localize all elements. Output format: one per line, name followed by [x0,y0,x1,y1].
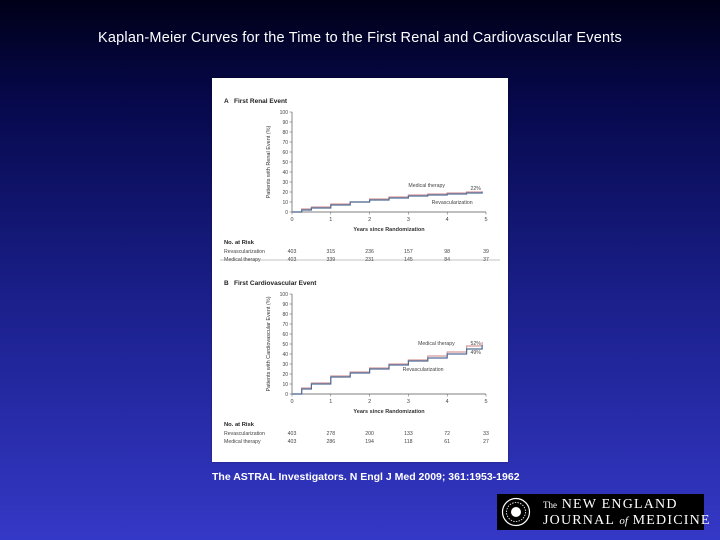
panel-a-ytick-label: 100 [279,109,288,116]
panel-b-risk-row-label: Medical therapy [224,439,261,445]
panel-b-ytick-label: 80 [282,311,288,318]
panel-a-risk-cell: 403 [287,257,297,263]
logo-prefix: The [543,500,557,510]
km-figure-svg [212,78,508,462]
panel-a-ytick-label: 20 [282,189,288,196]
panel-a-risk-cell: 315 [326,249,336,255]
panel-a-risk-cell: 84 [444,257,451,263]
logo-line-2 [543,513,711,529]
panel-a-risk-cell: 236 [365,249,374,255]
panel-b-xtick-label: 1 [329,399,333,405]
logo-medicine: MEDICINE [632,513,711,528]
panel-b-annotation-end-pct-medical: 52% [470,341,481,347]
panel-b-label: B [224,280,229,287]
panel-a-ytick-label: 80 [282,129,288,136]
panel-b-xtick-label: 5 [484,399,488,405]
panel-a-risk-cell: 403 [287,249,297,255]
panel-a-ytick-label: 0 [285,209,288,216]
panel-a-ytick-label: 10 [282,199,288,206]
panel-b-title: First Cardiovascular Event [234,280,317,287]
panel-b-ytick-label: 60 [282,331,288,338]
logo-journal: JOURNAL [543,513,615,528]
panel-b-risk-cell: 403 [287,431,297,437]
panel-b-risk-cell: 27 [483,439,489,445]
panel-b-ytick-label: 10 [282,381,288,388]
panel-b-xtick-label: 3 [406,399,410,405]
panel-b-annotation-revasc: Revascularization [402,367,444,373]
panel-b-risk-cell: 72 [444,431,451,437]
panel-b-ytick-label: 20 [282,371,288,378]
panel-b-xlabel: Years since Randomization [353,409,425,415]
panel-b-risk-cell: 118 [404,439,413,445]
panel-a-label: A [224,98,229,105]
panel-b-ytick-label: 70 [282,321,288,328]
panel-b-risk-cell: 403 [287,439,297,445]
panel-a-risk-header: No. at Risk [224,240,254,246]
panel-a-ytick-label: 70 [282,139,288,146]
slide-title: Kaplan-Meier Curves for the Time to the First Renal and Cardiovascular Events [98,30,622,46]
panel-a-xtick-label: 2 [368,217,372,223]
panel-b-risk-row-label: Revascularization [224,431,265,437]
panel-b-annotation-medical: Medical therapy [418,341,455,347]
panel-a-risk-cell: 157 [404,249,413,255]
panel-a-risk-cell: 39 [483,249,489,255]
panel-a-risk-row-label: Medical therapy [224,257,261,263]
panel-b-ytick-label: 30 [282,361,288,368]
panel-b-risk-cell: 194 [365,439,374,445]
panel-b-ylabel: Patients with Cardiovascular Event (%) [266,296,272,392]
panel-a-ytick-label: 60 [282,149,288,156]
panel-a-risk-cell: 37 [483,257,489,263]
panel-a-risk-cell: 98 [444,249,451,255]
panel-a-xtick-label: 1 [329,217,333,223]
panel-b-risk-header: No. at Risk [224,422,254,428]
logo-new-england: NEW ENGLAND [561,497,678,512]
panel-b-ytick-label: 40 [282,351,288,358]
panel-a-risk-cell: 231 [365,257,374,263]
nejm-logo [497,494,711,530]
seal-icon [501,497,531,527]
panel-b-ytick-label: 0 [285,391,288,398]
citation: The ASTRAL Investigators. N Engl J Med 2009; 361:1953-1962 [212,471,520,483]
panel-b-risk-cell: 286 [326,439,336,445]
panel-b-series-medical-therapy [292,342,482,394]
panel-b-ytick-label: 90 [282,301,288,308]
panel-b-xtick-label: 2 [368,399,372,405]
panel-a-ylabel: Patients with Renal Event (%) [266,125,272,199]
panel-a-ytick-label: 90 [282,119,288,126]
panel-a-xtick-label: 0 [290,217,294,223]
panel-a-annotation-revasc: Revascularization [431,200,473,206]
panel-a-xtick-label: 5 [484,217,488,223]
logo-line-1 [543,497,678,513]
panel-a-xlabel: Years since Randomization [353,227,425,233]
panel-a-ytick-label: 30 [282,179,288,186]
km-figure-panel [212,78,508,462]
panel-b-annotation-end-pct-revasc: 49% [470,350,481,356]
panel-b-risk-cell: 133 [404,431,413,437]
panel-a-ytick-label: 50 [282,159,288,166]
panel-a-risk-cell: 339 [326,257,336,263]
panel-b-risk-cell: 61 [444,439,451,445]
panel-b-ytick-label: 50 [282,341,288,348]
panel-a-ytick-label: 40 [282,169,288,176]
panel-b-risk-cell: 33 [483,431,489,437]
panel-b-xtick-label: 4 [445,399,449,405]
logo-of: of [619,515,628,527]
panel-b-risk-cell: 200 [365,431,374,437]
panel-a-title: First Renal Event [234,98,288,105]
panel-a-annotation-end-pct: 22% [470,186,481,192]
panel-a-risk-cell: 145 [404,257,413,263]
panel-a-risk-row-label: Revascularization [224,249,265,255]
panel-b-risk-cell: 278 [326,431,336,437]
panel-b-ytick-label: 100 [279,291,288,298]
panel-a-xtick-label: 3 [406,217,410,223]
panel-a-xtick-label: 4 [445,217,449,223]
panel-a-annotation-medical: Medical therapy [408,183,446,189]
panel-b-xtick-label: 0 [290,399,294,405]
